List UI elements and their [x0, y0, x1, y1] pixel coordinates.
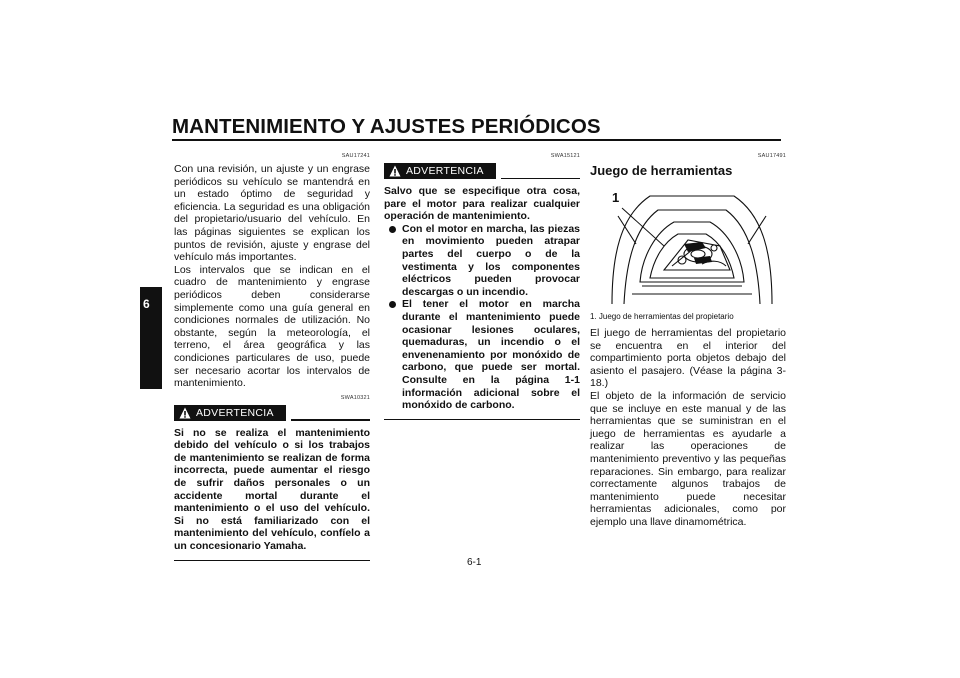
warning-bottom-rule	[174, 560, 370, 562]
toolkit-illustration	[602, 186, 782, 306]
warning-label: ADVERTENCIA	[406, 165, 484, 177]
title-rule	[172, 139, 781, 141]
warning-header	[174, 405, 370, 421]
warning-triangle-icon	[179, 407, 191, 419]
warning-code: SWA10321	[340, 394, 370, 401]
bullet-icon	[389, 301, 396, 308]
warning-code: SWA15121	[550, 153, 580, 159]
toolkit-location-paragraph: El juego de herramientas del propietario se encuentra en el interior del compartimiento porta objetos debajo del asiento el pasajero. (Véase la página 3-18.)	[590, 327, 786, 390]
page-title: MANTENIMIENTO Y AJUSTES PERIÓDICOS	[172, 115, 601, 138]
warning-rule	[501, 178, 580, 180]
warning-triangle-icon	[389, 165, 401, 177]
bullet-icon	[389, 226, 396, 233]
page-number: 6-1	[467, 557, 482, 568]
section-code: SAU17491	[757, 153, 786, 159]
column-1	[174, 150, 370, 561]
toolkit-figure	[602, 186, 782, 306]
toolkit-purpose-paragraph: El objeto de la información de servicio que se incluye en este manual y de las herramientas que se suministran en el juego de herramientas es ayudarle a realizar las operaciones de mantenimiento preventivo y las pequeñas reparaciones. Sin embargo, para realizar correctamente algunos trabajos de mantenimiento puede necesitar herramientas adicionales, como por ejemplo una llave dinamométrica.	[590, 389, 786, 528]
warning-text: Si no se realiza el mantenimiento debido del vehículo o si los trabajos de mantenimiento se realizan de forma incorrecta, puede aumentar el riesgo de sufrir daños personales o un accidente mortal durante el mantenimiento o el uso del vehículo. Si no está familiarizado con el mantenimiento del vehículo, confíelo a un concesionario Yamaha.	[174, 426, 370, 553]
intervals-paragraph: Los intervalos que se indican en el cuadro de mantenimiento y engrase periódicos deben considerarse simplemente como una guía general en condiciones normales de utilización. No obstante, según la meteorología, el terreno, el área geográfica y las condiciones particulares de uso, puede ser necesario acortar los intervalos de mantenimiento.	[174, 263, 370, 390]
warning-rule	[291, 419, 370, 421]
warning-intro: Salvo que se especifique otra cosa, pare el motor para realizar cualquier operación de mantenimiento.	[384, 185, 580, 223]
warning-label: ADVERTENCIA	[196, 406, 274, 419]
warning-badge	[174, 405, 286, 421]
figure-caption: 1. Juego de herramientas del propietario	[590, 312, 734, 321]
warning-badge	[384, 163, 496, 179]
warning-bullets	[384, 223, 580, 412]
chapter-tab-number: 6	[143, 297, 150, 311]
list-item: El tener el motor en marcha durante el mantenimiento puede ocasionar lesiones oculares, quemaduras, un incendio o el envenenamiento por monóxido de carbono, que puede ser mortal. Consulte en la página 1-1 información adicional sobre el monóxido de carbono.	[384, 298, 580, 411]
intro-paragraph: Con una revisión, un ajuste y un engrase periódicos su vehículo se mantendrá en un estado óptimo de seguridad y eficiencia. La seguridad es una obligación del propietario/usuario del vehículo. En las páginas siguientes se explican los puntos de revisión, ajuste y engrase del vehículo más importantes.	[174, 163, 370, 264]
list-item: Con el motor en marcha, las piezas en movimiento pueden atrapar partes del cuerpo o de la vestimenta y los componentes eléctricos pueden provocar descargas o un incendio.	[384, 223, 580, 299]
column-2	[384, 150, 580, 420]
section-code: SAU17241	[341, 153, 370, 159]
warning-header	[384, 163, 580, 179]
warning-bottom-rule	[384, 419, 580, 421]
figure-callout: 1	[612, 190, 620, 205]
column-3	[590, 150, 786, 529]
section-title: Juego de herramientas	[590, 163, 733, 178]
